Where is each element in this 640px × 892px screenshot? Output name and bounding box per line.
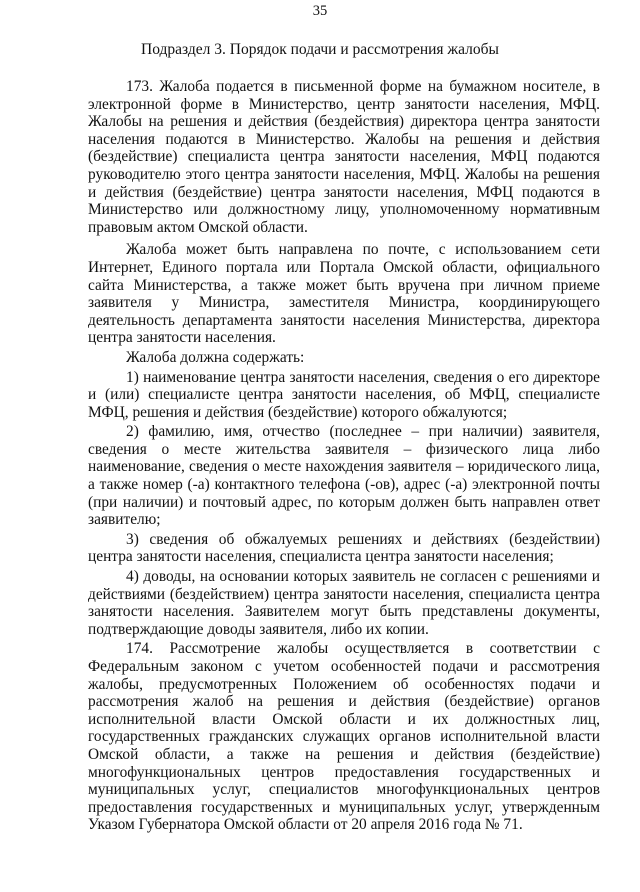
paragraph-174: 174. Рассмотрение жалобы осуществляется в соответствии с Федеральным законом с учетом особенностей подачи и рассмотрения жалобы, предусмотренных Положением об особенностях подачи и рассмотрения жалоб на решения и действия (бездействие) органов исполнительной власти Омской области и их должностных лиц, государственных гражданских служащих органов исполнительной власти Омской области, а также на решения и действия (бездействие) многофункциональных центров предоставления государственных и муниципальных услуг, специалистов многофункциональных центров предоставления государственных и муниципальных услуг, утвержденным Указом Губернатора Омской области от 20 апреля 2016 года № 71. [88, 640, 600, 834]
list-item-4: 4) доводы, на основании которых заявитель не согласен с решениями и действиями (бездействием) центра занятости населения, специалиста центра занятости населения. Заявителем могут быть представлены документы, подтверждающие доводы заявителя, либо их копии. [88, 568, 600, 638]
document-body [88, 78, 600, 834]
paragraph-173: 173. Жалоба подается в письменной форме на бумажном носителе, в электронной форме в Министерство, центр занятости населения, МФЦ. Жалобы на решения и действия (бездействия) директора центра занятости населения подаются в Министерство. Жалобы на решения и действия (бездействие) специалиста центра занятости населения, МФЦ подаются руководителю этого центра занятости населения, МФЦ. Жалобы на решения и действия (бездействие) центра занятости населения, МФЦ подаются в Министерство или должностному лицу, уполномоченному нормативным правовым актом Омской области. [88, 78, 600, 236]
list-item-1: 1) наименование центра занятости населения, сведения о его директоре и (или) специалисте центра занятости населения, об МФЦ, специалисте МФЦ, решения и действия (бездействие) которого обжалуются; [88, 368, 600, 421]
paragraph-contents-intro: Жалоба должна содержать: [126, 348, 305, 366]
section-title: Подраздел 3. Порядок подачи и рассмотрения жалобы [141, 41, 499, 58]
list-item-2: 2) фамилию, имя, отчество (последнее – при наличии) заявителя, сведения о месте жительства заявителя – физического лица либо наименование, сведения о месте нахождения заявителя – юридического лица, а также номер (-а) контактного телефона (-ов), адрес (-а) электронной почты (при наличии) и почтовый адрес, по которым должен быть направлен ответ заявителю; [88, 423, 600, 529]
paragraph-submission-methods: Жалоба может быть направлена по почте, с использованием сети Интернет, Единого портала или Портала Омской области, официального сайта Министерства, а также может быть вручена при личном приеме заявителя у Министра, заместителя Министра, координирующего деятельность департамента занятости населения Министерства, директора центра занятости населения. [88, 241, 600, 347]
page-number: 35 [312, 3, 328, 19]
list-item-3: 3) сведения об обжалуемых решениях и действиях (бездействии) центра занятости населения, специалиста центра занятости населения; [88, 530, 600, 566]
